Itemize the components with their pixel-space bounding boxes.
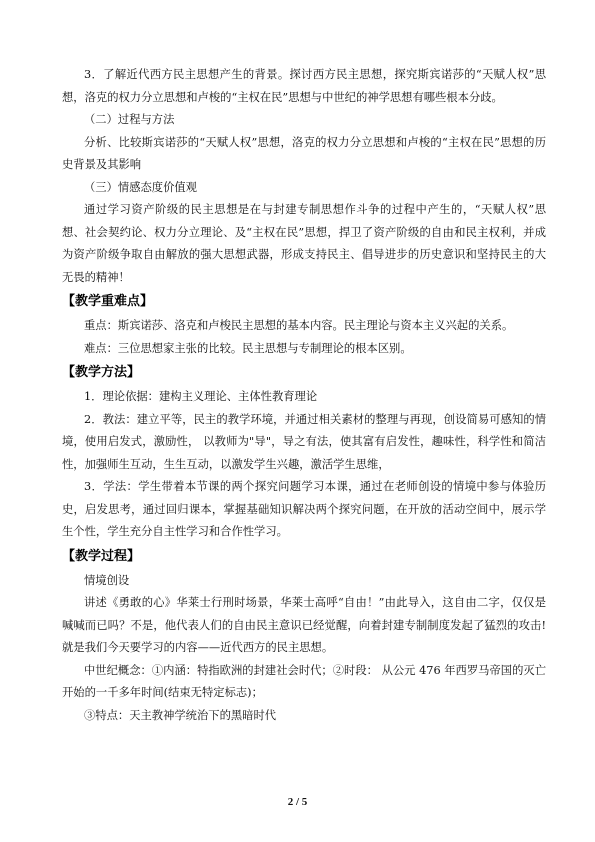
body-paragraph: （三）情感态度价值观	[84, 180, 197, 194]
page-content	[62, 64, 546, 727]
body-paragraph: 情境创设	[84, 573, 130, 587]
body-paragraph: 中世纪概念：①内涵：特指欧洲的封建社会时代；②时段： 从公元 476 年西罗马帝国的灭亡开始的一千多年时间(结束无特定标志)；	[62, 663, 546, 699]
body-paragraph: 讲述《勇敢的心》华莱士行刑时场景，华莱士高呼“自由！”由此导入，这自由二字，仅仅是喊喊而已吗？不是，他代表人们的自由民主意识已经觉醒，向着封建专制制度发起了猛烈的攻击!就是我们今天要学习的内容——近代西方的民主思想。	[62, 596, 546, 654]
page-number: 2 / 5	[287, 796, 308, 808]
body-paragraph: 3．学法：学生带着本节课的两个探究问题学习本课，通过在老师创设的情境中参与体验历史，启发思考，通过回归课本，掌握基础知识解决两个探究问题，在开放的活动空间中，展示学生个性，学生充分自主性学习和合作性学习。	[62, 480, 546, 538]
section-heading: 【教学方法】	[62, 365, 141, 380]
body-paragraph: 通过学习资产阶级的民主思想是在与封建专制思想作斗争的过程中产生的，“天赋人权”思想、社会契约论、权力分立理论、及“主权在民”思想，捍卫了资产阶级的自由和民主权利，并成为资产阶级争取自由解放的强大思想武器，形成支持民主、倡导进步的历史意识和坚持民主的大无畏的精神！	[62, 203, 546, 284]
body-paragraph: 难点：三位思想家主张的比较。民主思想与专制理论的根本区别。	[84, 341, 412, 355]
body-paragraph: 2．教法：建立平等，民主的教学环境，并通过相关素材的整理与再现，创设简易可感知的情境，使用启发式，激励性， 以教师为"导"，导之有法，使其富有启发性，趣味性，科学性和简洁性，加强师生互动，生生互动，以激发学生兴趣，激活学生思维，	[62, 412, 546, 471]
section-heading: 【教学重难点】	[62, 294, 154, 309]
body-paragraph: 分析、比较斯宾诺莎的“天赋人权”思想，洛克的权力分立思想和卢梭的“主权在民”思想的历史背景及其影响	[62, 135, 546, 171]
section-heading: 【教学过程】	[62, 548, 141, 564]
body-paragraph: 1．理论依据：建构主义理论、主体性教育理论	[84, 390, 318, 403]
body-paragraph: ③特点：天主教神学统治下的黑暗时代	[84, 708, 277, 722]
body-paragraph: 3．了解近代西方民主思想产生的背景。探讨西方民主思想，探究斯宾诺莎的“天赋人权”思想，洛克的权力分立思想和卢梭的“主权在民”思想与中世纪的神学思想有哪些根本分歧。	[62, 68, 546, 104]
body-paragraph: （二）过程与方法	[84, 113, 175, 126]
body-paragraph: 重点：斯宾诺莎、洛克和卢梭民主思想的基本内容。民主理论与资本主义兴起的关系。	[84, 319, 514, 332]
